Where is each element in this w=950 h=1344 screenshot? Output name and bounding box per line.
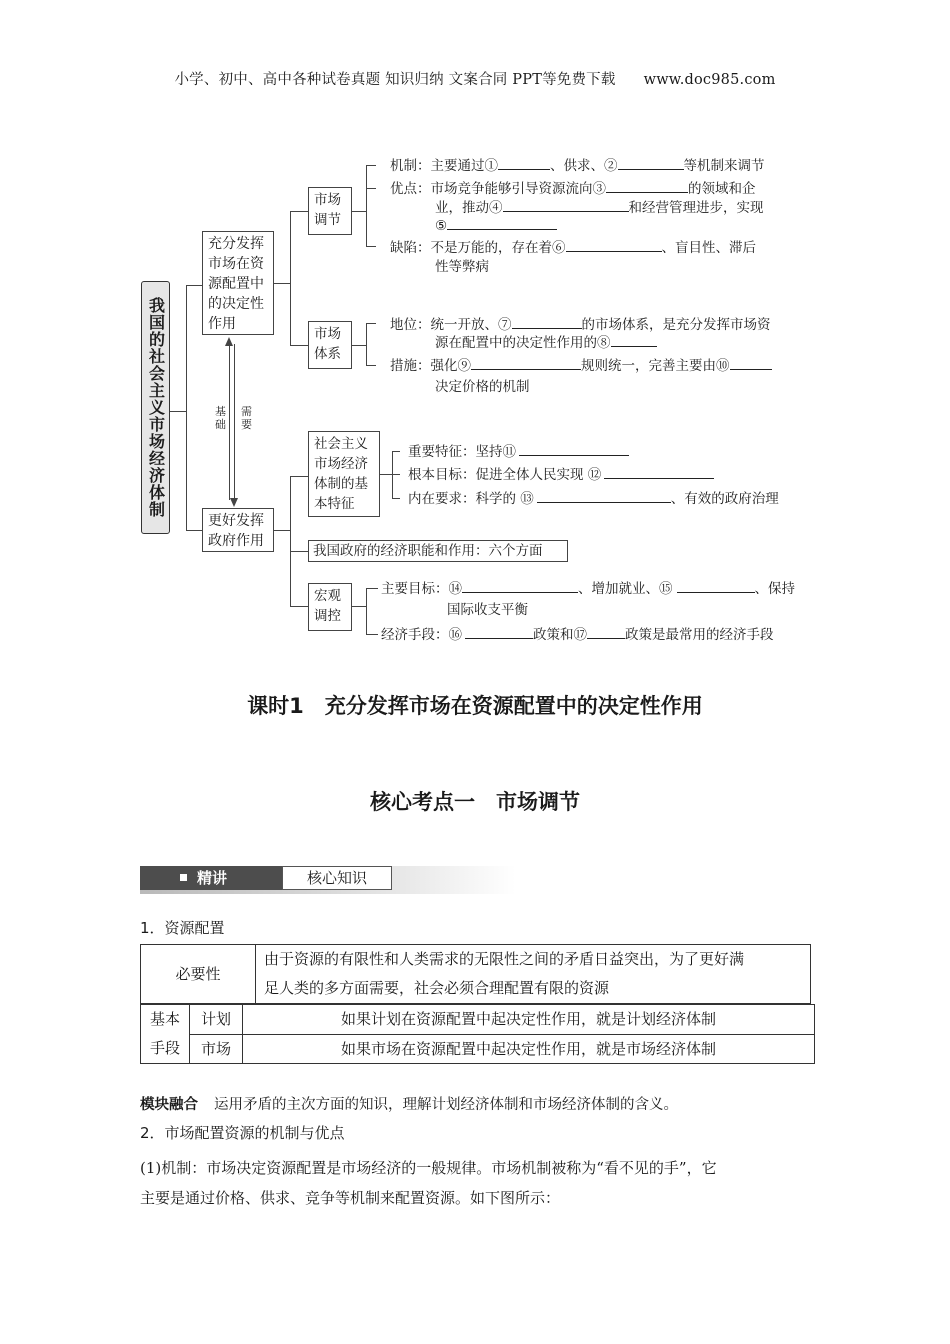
connector (290, 345, 308, 346)
node-gov-functions: 我国政府的经济职能和作用：六个方面 (308, 540, 568, 562)
leaf-advantage-3 (435, 215, 557, 237)
blank-3 (606, 178, 688, 193)
leaf-goal (381, 578, 795, 600)
blank-16 (465, 624, 533, 639)
resource-table-bottom (140, 1004, 815, 1064)
table-row (141, 1034, 815, 1064)
leaf-feature-2 (408, 464, 714, 486)
cell-necessity-label: 必要性 (141, 945, 256, 1004)
leaf-measure-b: 规则统一，完善主要由⑩ (581, 358, 730, 374)
cell-plan-text: 如果计划在资源配置中起决定性作用，就是计划经济体制 (243, 1005, 815, 1035)
link-label-basis: 基础 (215, 405, 226, 431)
blank-5 (447, 215, 557, 230)
blank-6 (566, 237, 662, 252)
blank-9 (471, 355, 581, 370)
connector (290, 476, 291, 606)
node-market-system: 市场体系 (308, 321, 352, 369)
connector (366, 323, 367, 365)
basic-line-1: 基本 (149, 1010, 180, 1028)
connector (392, 451, 400, 452)
connector (366, 188, 376, 189)
mechanism-paragraph (140, 1156, 717, 1210)
page-header (0, 68, 950, 89)
connector (186, 285, 187, 530)
connector (274, 283, 290, 284)
cell-basic-means (141, 1005, 190, 1064)
leaf-goal-b: 、增加就业、⑮ (578, 581, 673, 597)
blank-4 (503, 197, 629, 212)
leaf-status-c: 源在配置中的决定性作用的⑧ (435, 335, 611, 351)
blank-1 (498, 155, 550, 170)
node-macro-control: 宏观调控 (308, 583, 352, 631)
leaf-feature-3 (408, 488, 779, 510)
section-title: 核心考点一 市场调节 (370, 790, 580, 814)
header-site: www.doc985.com (643, 72, 776, 88)
connector (290, 551, 308, 552)
connector (290, 606, 308, 607)
leaf-defect-2: 性等弊病 (435, 259, 489, 275)
paragraph-line-2: 主要是通过价格、供求、竞争等机制来配置资源。如下图所示： (140, 1189, 561, 1207)
square-bullet-icon (180, 874, 187, 881)
leaf-goal-2: 国际收支平衡 (447, 602, 528, 618)
connector (366, 165, 376, 166)
blank-7 (512, 314, 582, 329)
resource-table-top (140, 944, 811, 1004)
table-row (141, 945, 811, 1004)
leaf-mechanism-b: 、供求、② (550, 158, 618, 174)
item-1-heading: 1．资源配置 (140, 919, 225, 937)
node-basic-features: 社会主义市场经济体制的基本特征 (308, 431, 380, 517)
section-banner (140, 866, 516, 894)
connector (352, 345, 366, 346)
leaf-feature-1-text: 重要特征：坚持⑪ (408, 444, 516, 460)
leaf-goal-c: 、保持 (754, 581, 795, 597)
blank-10 (730, 355, 772, 370)
connector (366, 634, 378, 635)
blank-12 (604, 464, 714, 479)
leaf-feature-3-a: 内在要求：科学的 ⑬ (408, 491, 534, 507)
paragraph-line-1: (1)机制：市场决定资源配置是市场经济的一般规律。市场机制被称为“看不见的手”，它 (140, 1159, 717, 1177)
leaf-advantage-b: 的领域和企 (688, 181, 756, 197)
cell-market-text: 如果市场在资源配置中起决定性作用，就是市场经济体制 (243, 1034, 815, 1064)
connector (352, 606, 366, 607)
blank-2 (618, 155, 684, 170)
connector (366, 323, 376, 324)
basic-line-2: 手段 (149, 1039, 180, 1057)
connector (186, 285, 202, 286)
leaf-mechanism (390, 155, 765, 177)
connector (352, 211, 366, 212)
leaf-defect-b: 、盲目性、滞后 (661, 240, 756, 256)
module-label: 模块融合 (140, 1097, 198, 1113)
leaf-advantage-c: 业，推动④ (435, 200, 503, 216)
leaf-status-a: 地位：统一开放、⑦ (390, 317, 512, 333)
leaf-means (381, 624, 774, 646)
necessity-line-2: 足人类的多方面需要，社会必须合理配置有限的资源 (264, 979, 610, 997)
leaf-measure (390, 355, 772, 377)
leaf-status-2 (435, 332, 657, 354)
module-text: 运用矛盾的主次方面的知识，理解计划经济体制和市场经济体制的含义。 (214, 1097, 678, 1113)
leaf-feature-3-b: 、有效的政府治理 (670, 491, 779, 507)
leaf-means-a: 经济手段：⑯ (381, 627, 462, 643)
leaf-means-c: 政策是最常用的经济手段 (625, 627, 774, 643)
connector (392, 474, 400, 475)
blank-17 (587, 624, 625, 639)
leaf-advantage-e: ⑤ (435, 218, 448, 234)
connector (392, 498, 400, 499)
link-label-need: 需要 (241, 405, 252, 431)
table-row (141, 1005, 815, 1035)
blank-15 (677, 578, 755, 593)
blank-13 (537, 488, 671, 503)
banner-left-label: 精讲 (197, 869, 228, 887)
cell-market-label: 市场 (190, 1034, 243, 1064)
leaf-status-b: 的市场体系，是充分发挥市场资 (581, 317, 771, 333)
connector (366, 165, 367, 246)
connector (274, 530, 290, 531)
leaf-feature-1 (408, 441, 629, 463)
connector (170, 411, 186, 412)
lesson-title: 课时1 充分发挥市场在资源配置中的决定性作用 (247, 694, 703, 718)
module-fusion (140, 1095, 678, 1115)
connector (290, 211, 291, 345)
connector (366, 588, 378, 589)
banner-right: 核心知识 (282, 866, 392, 890)
leaf-goal-a: 主要目标：⑭ (381, 581, 462, 597)
mindmap-branch-market: 充分发挥市场在资源配置中的决定性作用 (202, 231, 274, 335)
leaf-mechanism-a: 机制：主要通过① (390, 158, 498, 174)
leaf-advantage-d: 和经营管理进步，实现 (628, 200, 764, 216)
connector (290, 476, 308, 477)
leaf-feature-2-text: 根本目标：促进全体人民实现 ⑫ (408, 467, 602, 483)
leaf-measure-2: 决定价格的机制 (435, 379, 530, 395)
connector (380, 474, 392, 475)
header-text: 小学、初中、高中各种试卷真题 知识归纳 文案合同 PPT等免费下载 (174, 72, 616, 88)
connector (366, 365, 376, 366)
leaf-defect-a: 缺陷：不是万能的，存在着⑥ (390, 240, 566, 256)
cell-plan-label: 计划 (190, 1005, 243, 1035)
leaf-means-b: 政策和⑰ (533, 627, 587, 643)
item-2-heading: 2．市场配置资源的机制与优点 (140, 1124, 345, 1142)
leaf-mechanism-c: 等机制来调节 (683, 158, 765, 174)
blank-11 (519, 441, 629, 456)
connector (366, 588, 367, 634)
connector (290, 211, 308, 212)
connector (186, 530, 202, 531)
banner-left (140, 866, 282, 890)
mindmap-root: 我国的社会主义市场经济体制 (141, 281, 170, 534)
cell-necessity-text (256, 945, 811, 1004)
blank-14 (462, 578, 578, 593)
mindmap-branch-government: 更好发挥政府作用 (202, 508, 274, 552)
leaf-measure-a: 措施：强化⑨ (390, 358, 471, 374)
blank-8 (611, 332, 657, 347)
necessity-line-1: 由于资源的有限性和人类需求的无限性之间的矛盾日益突出，为了更好满 (264, 950, 745, 968)
connector (366, 246, 376, 247)
node-market-regulation: 市场调节 (308, 187, 352, 235)
leaf-advantage-a: 优点：市场竞争能够引导资源流向③ (390, 181, 606, 197)
leaf-defect (390, 237, 756, 259)
